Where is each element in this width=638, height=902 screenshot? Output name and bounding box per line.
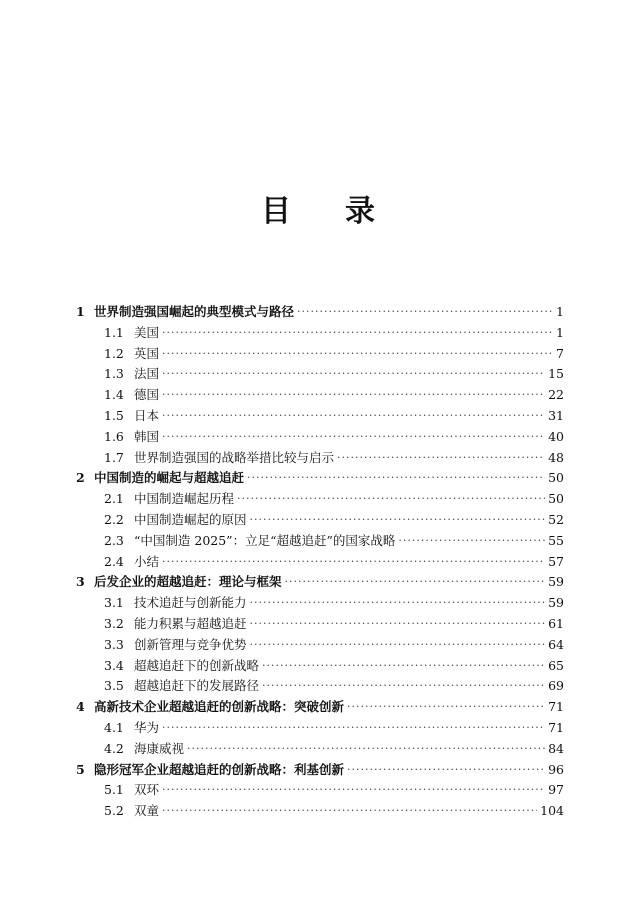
toc-section-entry[interactable] xyxy=(76,406,564,427)
toc-entry-page-number: 104 xyxy=(540,803,564,819)
toc-chapter-entry[interactable] xyxy=(76,302,564,323)
toc-entry-number: 5 xyxy=(76,761,85,777)
toc-entry-page-number: 1 xyxy=(556,324,564,340)
toc-chapter-entry[interactable] xyxy=(76,697,564,718)
page-title xyxy=(0,186,638,230)
toc-entry-page-number: 31 xyxy=(548,407,564,423)
toc-entry-page-number: 7 xyxy=(556,345,564,361)
toc-entry-title: 世界制造强国崛起的典型模式与路径 xyxy=(94,304,295,319)
toc-entry-page-number: 55 xyxy=(548,532,564,548)
toc-leader-dots xyxy=(250,635,546,656)
toc-leader-dots xyxy=(237,489,545,510)
toc-leader-dots xyxy=(187,739,545,760)
toc-entry-title: 双童 xyxy=(134,803,160,819)
toc-entry-number: 1.4 xyxy=(104,387,124,403)
toc-section-entry[interactable] xyxy=(76,344,564,365)
toc-section-entry[interactable] xyxy=(76,718,564,739)
toc-entry-number: 1.7 xyxy=(104,449,124,465)
toc-section-entry[interactable] xyxy=(76,635,564,656)
toc-entry-page-number: 1 xyxy=(556,304,564,319)
toc-entry-number: 3.1 xyxy=(104,595,124,611)
toc-entry-number: 2.2 xyxy=(104,511,124,527)
toc-entry-title: 超越追赶下的创新战略 xyxy=(134,657,260,673)
toc-entry-title: 法国 xyxy=(134,366,160,382)
toc-entry-title: 英国 xyxy=(134,345,160,361)
toc-entry-number: 5.2 xyxy=(104,803,124,819)
toc-entry-number: 1.6 xyxy=(104,428,124,444)
toc-entry-page-number: 65 xyxy=(548,657,564,673)
toc-entry-page-number: 40 xyxy=(548,428,564,444)
toc-entry-number: 4.1 xyxy=(104,719,124,735)
toc-entry-number: 1.1 xyxy=(104,324,124,340)
toc-entry-number: 3.2 xyxy=(104,615,124,631)
toc-entry-number: 1 xyxy=(76,304,85,319)
toc-entry-title: 世界制造强国的战略举措比较与启示 xyxy=(134,449,335,465)
toc-section-entry[interactable] xyxy=(76,656,564,677)
toc-entry-number: 1.3 xyxy=(104,366,124,382)
toc-leader-dots xyxy=(162,406,545,427)
toc-entry-number: 3.4 xyxy=(104,657,124,673)
toc-entry-title: 德国 xyxy=(134,387,160,403)
toc-leader-dots xyxy=(285,572,546,593)
toc-leader-dots xyxy=(162,801,537,822)
toc-entry-title: 中国制造崛起的原因 xyxy=(134,511,247,527)
toc-entry-title: 海康威视 xyxy=(134,740,185,756)
toc-section-entry[interactable] xyxy=(76,323,564,344)
toc-section-entry[interactable] xyxy=(76,427,564,448)
toc-leader-dots xyxy=(398,531,545,552)
toc-entry-page-number: 69 xyxy=(548,678,564,694)
toc-leader-dots xyxy=(162,323,553,344)
toc-leader-dots xyxy=(250,614,546,635)
toc-leader-dots xyxy=(247,468,545,489)
toc-entry-page-number: 97 xyxy=(548,782,564,798)
toc-entry-page-number: 71 xyxy=(548,719,564,735)
toc-leader-dots xyxy=(162,718,545,739)
toc-entry-title: 技术追赶与创新能力 xyxy=(134,595,247,611)
toc-entry-page-number: 64 xyxy=(548,636,564,652)
toc-entry-title: 美国 xyxy=(134,324,160,340)
toc-leader-dots xyxy=(337,448,545,469)
toc-entry-number: 4.2 xyxy=(104,740,124,756)
toc-entry-number: 1.5 xyxy=(104,407,124,423)
toc-entry-page-number: 48 xyxy=(548,449,564,465)
toc-entry-page-number: 84 xyxy=(548,740,564,756)
toc-entry-title: 能力积累与超越追赶 xyxy=(134,615,247,631)
toc-entry-number: 3.5 xyxy=(104,678,124,694)
toc-entry-title: 华为 xyxy=(134,719,160,735)
toc-entry-page-number: 96 xyxy=(548,761,564,777)
toc-entry-page-number: 71 xyxy=(548,699,564,715)
toc-chapter-entry[interactable] xyxy=(76,468,564,489)
toc-entry-number: 2 xyxy=(76,470,85,486)
toc-chapter-entry[interactable] xyxy=(76,760,564,781)
toc-entry-title: 隐形冠军企业超越追赶的创新战略：利基创新 xyxy=(94,761,345,777)
toc-leader-dots xyxy=(162,427,545,448)
toc-leader-dots xyxy=(162,552,545,573)
toc-entry-title: 高新技术企业超越追赶的创新战略：突破创新 xyxy=(94,699,345,715)
toc-section-entry[interactable] xyxy=(76,614,564,635)
toc-leader-dots xyxy=(262,676,545,697)
toc-section-entry[interactable] xyxy=(76,364,564,385)
toc-entry-page-number: 59 xyxy=(548,595,564,611)
toc-leader-dots xyxy=(347,697,545,718)
toc-entry-title: “中国制造 2025”：立足“超越追赶”的国家战略 xyxy=(134,532,396,548)
toc-entry-title: 韩国 xyxy=(134,428,160,444)
toc-entry-title: 中国制造的崛起与超越追赶 xyxy=(94,470,245,486)
toc-leader-dots xyxy=(162,385,545,406)
toc-entry-number: 1.2 xyxy=(104,345,124,361)
toc-entry-title: 小结 xyxy=(134,553,160,569)
toc-entry-page-number: 57 xyxy=(548,553,564,569)
toc-entry-title: 双环 xyxy=(134,782,160,798)
toc-section-entry[interactable] xyxy=(76,531,564,552)
title-char-2: 录 xyxy=(345,194,377,229)
toc-entry-page-number: 15 xyxy=(548,366,564,382)
toc-section-entry[interactable] xyxy=(76,739,564,760)
toc-section-entry[interactable] xyxy=(76,510,564,531)
toc-entry-number: 3 xyxy=(76,574,85,590)
toc-chapter-entry[interactable] xyxy=(76,572,564,593)
toc-entry-title: 超越追赶下的发展路径 xyxy=(134,678,260,694)
toc-entry-page-number: 22 xyxy=(548,387,564,403)
toc-leader-dots xyxy=(162,364,545,385)
toc-entry-title: 中国制造崛起历程 xyxy=(134,491,235,507)
toc-entry-title: 后发企业的超越追赶：理论与框架 xyxy=(94,574,282,590)
toc-entry-number: 2.4 xyxy=(104,553,124,569)
toc-section-entry[interactable] xyxy=(76,593,564,614)
toc-section-entry[interactable] xyxy=(76,552,564,573)
toc-entry-page-number: 50 xyxy=(548,470,564,486)
toc-entry-page-number: 59 xyxy=(548,574,564,590)
toc-section-entry[interactable] xyxy=(76,489,564,510)
toc-section-entry[interactable] xyxy=(76,780,564,801)
toc-entry-number: 3.3 xyxy=(104,636,124,652)
toc-section-entry[interactable] xyxy=(76,448,564,469)
toc-entry-number: 5.1 xyxy=(104,782,124,798)
toc-section-entry[interactable] xyxy=(76,676,564,697)
toc-leader-dots xyxy=(162,780,545,801)
toc-entry-number: 2.3 xyxy=(104,532,124,548)
toc-section-entry[interactable] xyxy=(76,801,564,822)
toc-leader-dots xyxy=(162,344,553,365)
toc-leader-dots xyxy=(297,302,553,323)
toc-entry-title: 日本 xyxy=(134,407,160,423)
toc-entry-number: 4 xyxy=(76,699,85,715)
toc-leader-dots xyxy=(262,656,545,677)
toc-entry-page-number: 52 xyxy=(548,511,564,527)
toc-leader-dots xyxy=(347,760,545,781)
toc-leader-dots xyxy=(250,593,546,614)
toc-entry-title: 创新管理与竞争优势 xyxy=(134,636,247,652)
toc-entry-page-number: 61 xyxy=(548,615,564,631)
toc-entry-number: 2.1 xyxy=(104,491,124,507)
toc-entry-page-number: 50 xyxy=(548,491,564,507)
toc-leader-dots xyxy=(250,510,546,531)
toc-section-entry[interactable] xyxy=(76,385,564,406)
table-of-contents xyxy=(76,302,564,822)
title-char-1: 目 xyxy=(261,194,293,229)
